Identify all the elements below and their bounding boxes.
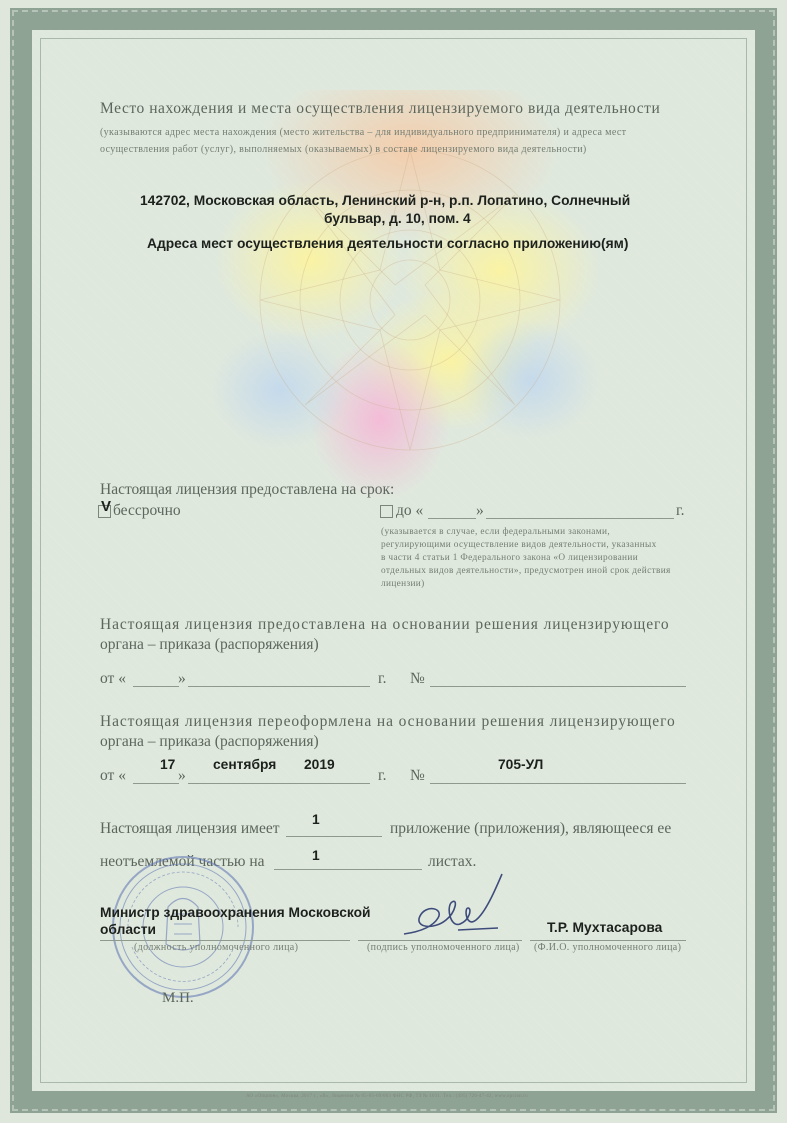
- reissued-text-line-1: Настоящая лицензия переоформлена на основании решения лицензирующего: [100, 713, 676, 730]
- location-hint-line-1: (указываются адрес места нахождения (место жительства – для индивидуального предпринимателя) и адреса мест: [100, 127, 627, 138]
- appendix-note: Адреса мест осуществления деятельности согласно приложению(ям): [147, 236, 629, 251]
- stamp-place-label: М.П.: [162, 990, 194, 1006]
- reissued-number-label: №: [410, 767, 425, 784]
- appendix-count-line: [286, 836, 382, 837]
- reissued-from-label: от «: [100, 767, 126, 784]
- address-line-1: 142702, Московская область, Ленинский р-н, р.п. Лопатино, Солнечный: [140, 193, 631, 208]
- term-note-line-4: отдельных видов деятельности», предусмотрен иной срок действия: [381, 566, 671, 576]
- appendix-sheets: 1: [312, 848, 320, 863]
- term-heading: Настоящая лицензия предоставлена на срок:: [100, 481, 395, 498]
- printer-info: АО «Опцион», Москва, 2017 г., «В», Лицензия № 05-05-09/003 ФНС РФ, ТЗ № 1031. Тел.: (495) 726-47-42, www.opcion.ru: [246, 1094, 528, 1099]
- reissued-date-line: [188, 783, 370, 784]
- until-year-suffix: г.: [676, 502, 685, 519]
- granted-from-label: от «: [100, 670, 126, 687]
- name-line: [530, 940, 686, 941]
- reissued-year-suffix: г.: [378, 767, 387, 784]
- until-checkbox[interactable]: [380, 505, 393, 518]
- until-date-line: [486, 518, 674, 519]
- signer-name: Т.Р. Мухтасарова: [547, 920, 663, 935]
- reissued-number: 705-УЛ: [498, 757, 544, 772]
- signature-line: [358, 940, 522, 941]
- reissued-year: 2019: [304, 757, 335, 772]
- until-label-close: »: [476, 502, 484, 519]
- appendix-has-suffix: приложение (приложения), являющееся ее: [390, 820, 672, 837]
- location-hint-line-2: осуществления работ (услуг), выполняемых (оказываемых) в составе лицензируемого вида деятельности): [100, 144, 587, 155]
- granted-day-line: [133, 686, 179, 687]
- handwritten-signature-icon: [398, 868, 518, 948]
- granted-text-line-2: органа – приказа (распоряжения): [100, 636, 319, 653]
- reissued-day: 17: [160, 757, 176, 772]
- reissued-text-line-2: органа – приказа (распоряжения): [100, 733, 319, 750]
- granted-quote-close: »: [178, 670, 186, 687]
- name-caption: (Ф.И.О. уполномоченного лица): [534, 942, 682, 953]
- signer-position-line-2: области: [100, 922, 156, 937]
- appendix-sheets-suffix: листах.: [428, 853, 477, 870]
- appendix-count: 1: [312, 812, 320, 827]
- signature-caption: (подпись уполномоченного лица): [367, 942, 520, 953]
- signer-position-line-1: Министр здравоохранения Московской: [100, 905, 371, 920]
- granted-text-line-1: Настоящая лицензия предоставлена на основании решения лицензирующего: [100, 616, 670, 633]
- term-note-line-3: в части 4 статьи 1 Федерального закона «О лицензировании: [381, 553, 639, 563]
- until-label-open: до «: [396, 502, 424, 519]
- location-heading: Место нахождения и места осуществления лицензируемого вида деятельности: [100, 100, 661, 117]
- granted-number-line: [430, 686, 686, 687]
- granted-date-line: [188, 686, 370, 687]
- term-note-line-5: лицензии): [381, 579, 425, 589]
- appendix-has-prefix: Настоящая лицензия имеет: [100, 820, 280, 837]
- granted-year-suffix: г.: [378, 670, 387, 687]
- checkbox-mark: V: [101, 498, 112, 515]
- position-caption: (должность уполномоченного лица): [134, 942, 299, 953]
- reissued-day-line: [133, 783, 179, 784]
- indefinite-label: бессрочно: [113, 502, 181, 519]
- granted-number-label: №: [410, 670, 425, 687]
- reissued-month: сентября: [213, 757, 277, 772]
- address-line-2: бульвар, д. 10, пом. 4: [324, 211, 471, 226]
- reissued-quote-close: »: [178, 767, 186, 784]
- appendix-integral-prefix: неотъемлемой частью на: [100, 853, 265, 870]
- reissued-number-line: [430, 783, 686, 784]
- term-note-line-2: регулирующими осуществление видов деятельности, указанных: [381, 540, 657, 550]
- until-day-line: [428, 518, 476, 519]
- position-line: [100, 940, 350, 941]
- term-note-line-1: (указывается в случае, если федеральными законами,: [381, 527, 611, 537]
